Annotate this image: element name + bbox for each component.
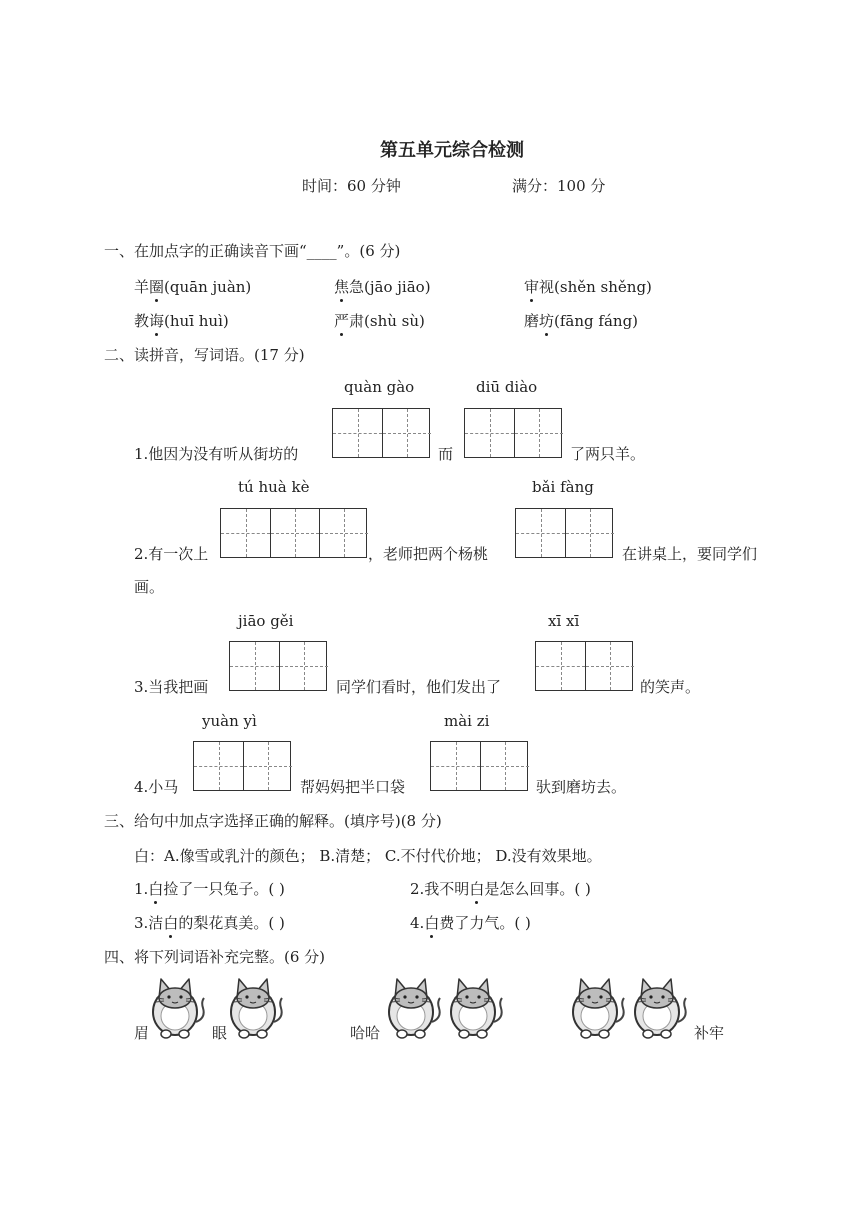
answer-grid[interactable] xyxy=(430,741,528,791)
pinyin-hint: quàn gào xyxy=(344,378,415,396)
time-limit: 时间：60 分钟 xyxy=(302,177,401,195)
answer-grid[interactable] xyxy=(229,641,327,691)
q3-options: 白：A.像雪或乳汁的颜色； B.清楚； C.不付代价地； D.没有效果地。 xyxy=(134,847,602,865)
sentence-text: 在讲桌上，要同学们 xyxy=(622,545,758,563)
pinyin-hint: tú huà kè xyxy=(238,478,310,496)
cat-answer-box[interactable] xyxy=(228,974,284,1040)
idiom-part: 哈哈 xyxy=(350,1024,381,1042)
q4-heading: 四、将下列词语补充完整。(6 分) xyxy=(104,948,326,966)
q1-item: 审视(shěn shěng) xyxy=(524,278,652,296)
sentence-text: 3.当我把画 xyxy=(134,678,209,696)
answer-grid[interactable] xyxy=(535,641,633,691)
cat-answer-box[interactable] xyxy=(570,974,626,1040)
sentence-text: 4.小马 xyxy=(134,778,179,796)
pinyin-hint: jiāo gěi xyxy=(238,612,294,630)
sentence-text: 而 xyxy=(438,445,454,463)
answer-grid[interactable] xyxy=(193,741,291,791)
pinyin-hint: diū diào xyxy=(476,378,538,396)
sentence-text: 2.有一次上 xyxy=(134,545,209,563)
sentence-text: 帮妈妈把半口袋 xyxy=(300,778,406,796)
q1-item: 磨坊(fāng fáng) xyxy=(524,312,639,330)
sentence-text: 1.他因为没有听从街坊的 xyxy=(134,445,299,463)
q2-heading: 二、读拼音，写词语。(17 分) xyxy=(104,346,305,364)
sentence-text: 同学们看时，他们发出了 xyxy=(336,678,502,696)
idiom-part: 眼 xyxy=(212,1024,228,1042)
page-title: 第五单元综合检测 xyxy=(380,140,524,161)
idiom-part: 补牢 xyxy=(694,1024,725,1042)
answer-grid[interactable] xyxy=(464,408,562,458)
full-score: 满分：100 分 xyxy=(512,177,606,195)
pinyin-hint: yuàn yì xyxy=(202,712,257,730)
answer-grid[interactable] xyxy=(220,508,367,558)
sentence-text: 的笑声。 xyxy=(640,678,701,696)
pinyin-hint: xī xī xyxy=(548,612,580,630)
q3-heading: 三、给句中加点字选择正确的解释。(填序号)(8 分) xyxy=(104,812,442,830)
cat-answer-box[interactable] xyxy=(448,974,504,1040)
answer-grid[interactable] xyxy=(332,408,430,458)
q1-heading: 一、在加点字的正确读音下画“____”。(6 分) xyxy=(104,242,401,260)
idiom-part: 眉 xyxy=(134,1024,150,1042)
q1-item: 教诲(huī huì) xyxy=(134,312,229,330)
q3-item: 3.洁白的梨花真美。( ) xyxy=(134,914,285,932)
sentence-text: 了两只羊。 xyxy=(570,445,646,463)
q1-item: 焦急(jāo jiāo) xyxy=(334,278,431,296)
answer-grid[interactable] xyxy=(515,508,613,558)
q3-item: 4.白费了力气。( ) xyxy=(410,914,531,932)
q3-item: 1.白捡了一只兔子。( ) xyxy=(134,880,285,898)
cat-answer-box[interactable] xyxy=(632,974,688,1040)
pinyin-hint: bǎi fàng xyxy=(532,478,594,496)
q1-item: 羊圈(quān juàn) xyxy=(134,278,252,296)
cat-answer-box[interactable] xyxy=(150,974,206,1040)
pinyin-hint: mài zi xyxy=(444,712,490,730)
sentence-text: 画。 xyxy=(134,578,165,596)
sentence-text: 驮到磨坊去。 xyxy=(536,778,627,796)
q3-item: 2.我不明白是怎么回事。( ) xyxy=(410,880,591,898)
sentence-text: ，老师把两个杨桃 xyxy=(368,545,489,563)
cat-answer-box[interactable] xyxy=(386,974,442,1040)
q1-item: 严肃(shù sù) xyxy=(334,312,425,330)
